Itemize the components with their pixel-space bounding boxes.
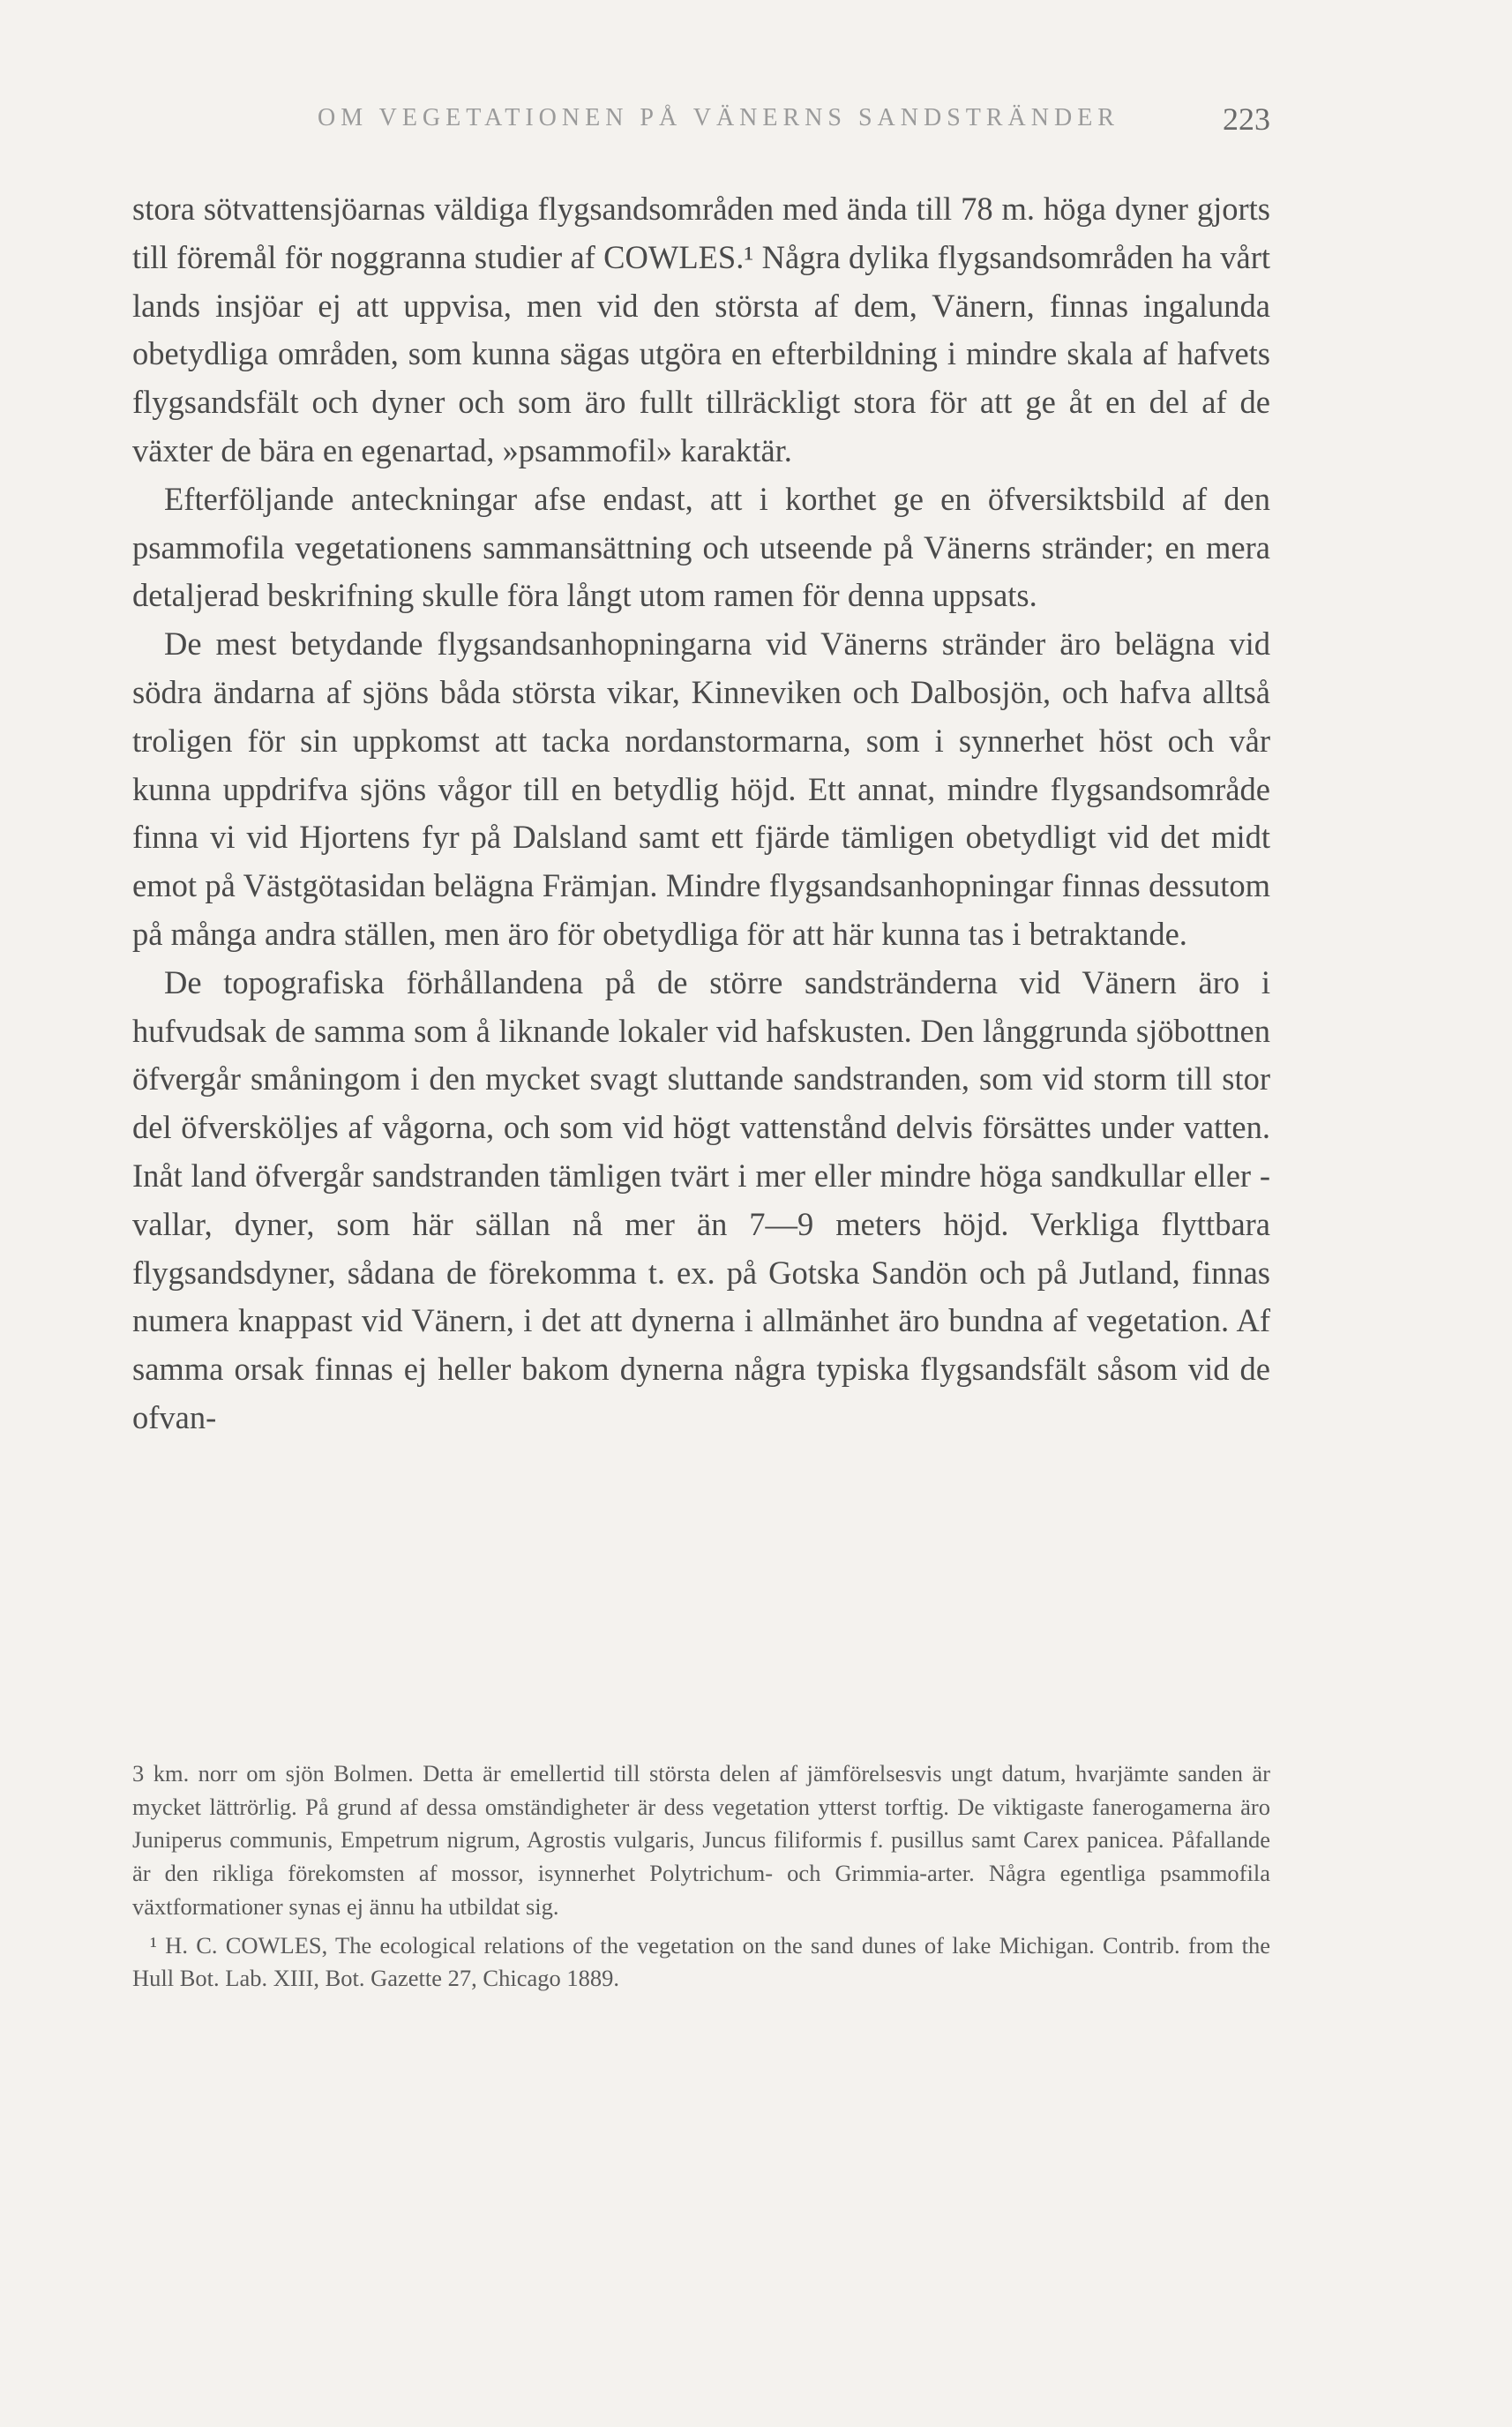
- paragraph-1: stora sötvattensjöarnas väldiga flygsandsområden med ända till 78 m. höga dyner gjorts till föremål för noggranna studier af COWLES.¹ Några dylika flygsandsområden ha vårt lands insjöar ej att uppvisa, men vid den största af dem, Vänern, finnas ingalunda obetydliga områden, som kunna sägas utgöra en efterbildning i mindre skala af hafvets flygsandsfält och dyner och som äro fullt tillräckligt stora för att ge åt en del af de växter de bära en egenartad, »psammofil» karaktär.: [132, 191, 1270, 468]
- running-head: [132, 101, 1270, 148]
- page-number: 223: [1223, 101, 1270, 137]
- footnote-continued: 3 km. norr om sjön Bolmen. Detta är emellertid till största delen af jämförelsesvis ungt datum, hvarjämte sanden är mycket lättrörlig. På grund af dessa omständigheter är dess vegetation ytterst torftig. De viktigaste fanerogamerna äro Juniperus communis, Empetrum nigrum, Agrostis vulgaris, Juncus filiformis f. pusillus samt Carex panicea. Påfallande är den rikliga förekomsten af mossor, isynnerhet Polytrichum- och Grimmia-arter. Några egentliga psammofila växtformationer synas ej ännu ha utbildat sig.: [132, 1760, 1270, 1920]
- main-text: [132, 185, 1270, 1442]
- paragraph-4: De topografiska förhållandena på de större sandstränderna vid Vänern äro i hufvudsak de samma som å liknande lokaler vid hafskusten. Den långgrunda sjöbottnen öfvergår småningom i den mycket svagt sluttande sandstranden, som vid storm till stor del öfversköljes af vågorna, och som vid högt vattenstånd delvis försättes under vatten. Inåt land öfvergår sandstranden tämligen tvärt i mer eller mindre höga sandkullar eller -vallar, dyner, som här sällan nå mer än 7—9 meters höjd. Verkliga flyttbara flygsandsdyner, sådana de förekomma t. ex. på Gotska Sandön och på Jutland, finnas numera knappast vid Vänern, i det att dynerna i allmänhet äro bundna af vegetation. Af samma orsak finnas ej heller bakom dynerna några typiska flygsandsfält såsom vid de ofvan-: [132, 963, 1270, 1435]
- footnotes: [132, 1757, 1270, 1996]
- paragraph-2: Efterföljande anteckningar afse endast, att i korthet ge en öfversiktsbild af den psammofila vegetationens sammansättning och utseende på Vänerns stränder; en mera detaljerad beskrifning skulle föra långt utom ramen för denna uppsats.: [132, 480, 1270, 614]
- footnote-1: ¹ H. C. COWLES, The ecological relations of the vegetation on the sand dunes of lake Michigan. Contrib. from the Hull Bot. Lab. XIII, Bot. Gazette 27, Chicago 1889.: [132, 1931, 1270, 1992]
- paragraph-3: De mest betydande flygsandsanhopningarna vid Vänerns stränder äro belägna vid södra ändarna af sjöns båda största vikar, Kinneviken och Dalbosjön, och hafva alltså troligen för sin uppkomst att tacka nordanstormarna, som i synnerhet höst och vår kunna uppdrifva sjöns vågor till en betydlig höjd. Ett annat, mindre flygsandsområde finna vi vid Hjortens fyr på Dalsland samt ett fjärde tämligen obetydligt vid det midt emot på Västgötasidan belägna Främjan. Mindre flygsandsanhopningar finnas dessutom på många andra ställen, men äro för obetydliga för att här kunna tas i betraktande.: [132, 625, 1270, 952]
- running-title: OM VEGETATIONEN PÅ VÄNERNS SANDSTRÄNDER: [318, 104, 1119, 131]
